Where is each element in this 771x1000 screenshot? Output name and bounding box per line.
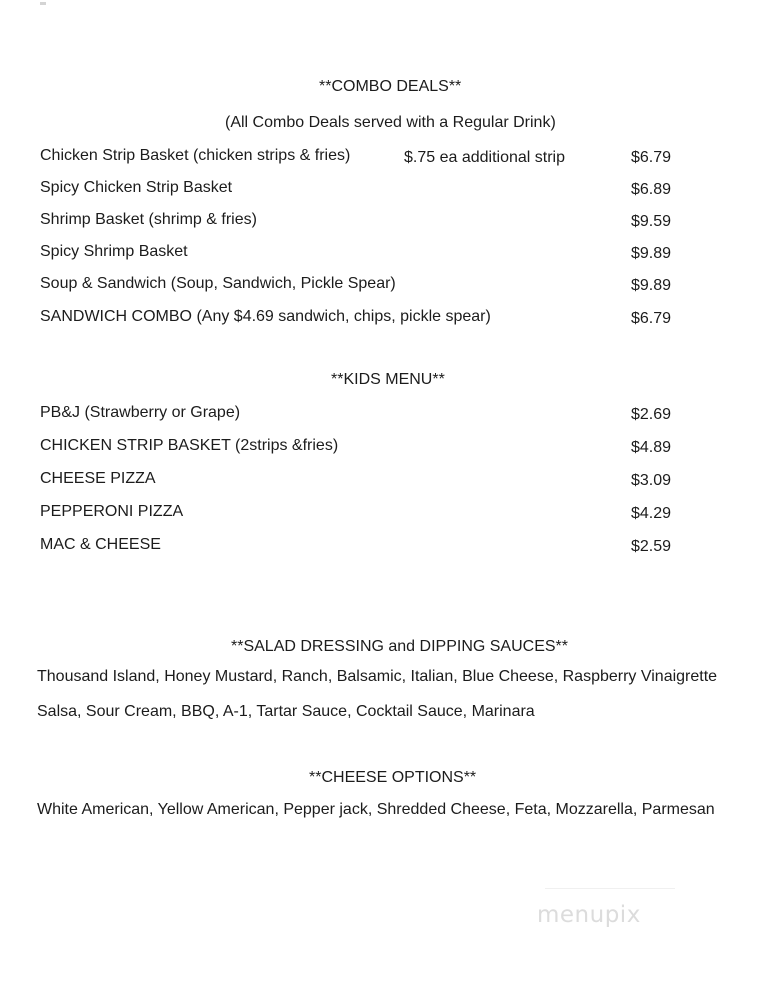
item-name: CHEESE PIZZA (40, 470, 156, 487)
item-price: $6.89 (630, 181, 671, 198)
combo-item (40, 179, 690, 201)
combo-deals-subtitle: (All Combo Deals served with a Regular Drink) (225, 114, 556, 131)
cheese-options-heading: **CHEESE OPTIONS** (309, 769, 477, 786)
kids-menu-heading: **KIDS MENU** (331, 371, 445, 388)
kids-item (40, 404, 690, 426)
item-name: PEPPERONI PIZZA (40, 503, 184, 520)
item-price: $6.79 (630, 310, 671, 327)
item-price: $2.59 (630, 538, 671, 555)
sauces-heading: **SALAD DRESSING and DIPPING SAUCES** (231, 638, 569, 655)
combo-item (40, 211, 690, 233)
combo-item (40, 308, 690, 330)
item-name: MAC & CHEESE (40, 536, 161, 553)
kids-item (40, 470, 690, 492)
item-name: Soup & Sandwich (Soup, Sandwich, Pickle Spear) (40, 275, 396, 292)
kids-item (40, 503, 690, 525)
item-name: CHICKEN STRIP BASKET (2strips &fries) (40, 437, 339, 454)
item-name: Spicy Chicken Strip Basket (40, 179, 233, 196)
item-price: $2.69 (630, 406, 671, 423)
item-price: $4.29 (630, 505, 671, 522)
scan-speck (40, 2, 46, 5)
combo-item (40, 147, 690, 169)
combo-item (40, 275, 690, 297)
item-name: Shrimp Basket (shrimp & fries) (40, 211, 257, 228)
sauces-line: Thousand Island, Honey Mustard, Ranch, Balsamic, Italian, Blue Cheese, Raspberry Vinaigrette (37, 668, 718, 685)
item-price: $4.89 (630, 439, 671, 456)
item-name: PB&J (Strawberry or Grape) (40, 404, 241, 421)
item-price: $6.79 (630, 149, 671, 166)
combo-deals-heading: **COMBO DEALS** (319, 78, 462, 95)
item-name: SANDWICH COMBO (Any $4.69 sandwich, chips, pickle spear) (40, 308, 491, 325)
item-name: Chicken Strip Basket (chicken strips & fries) (40, 147, 351, 164)
combo-item (40, 243, 690, 265)
item-name: Spicy Shrimp Basket (40, 243, 188, 260)
item-price: $3.09 (630, 472, 671, 489)
sauces-line: Salsa, Sour Cream, BBQ, A-1, Tartar Sauce, Cocktail Sauce, Marinara (37, 703, 535, 720)
item-price: $9.89 (630, 245, 671, 262)
menupix-watermark: menupix (537, 902, 641, 928)
item-price: $9.89 (630, 277, 671, 294)
kids-item (40, 437, 690, 459)
item-price: $9.59 (630, 213, 671, 230)
scan-line (545, 888, 675, 889)
cheese-options-line: White American, Yellow American, Pepper jack, Shredded Cheese, Feta, Mozzarella, Parmesan (37, 801, 715, 818)
item-note: $.75 ea additional strip (404, 149, 565, 166)
kids-item (40, 536, 690, 558)
